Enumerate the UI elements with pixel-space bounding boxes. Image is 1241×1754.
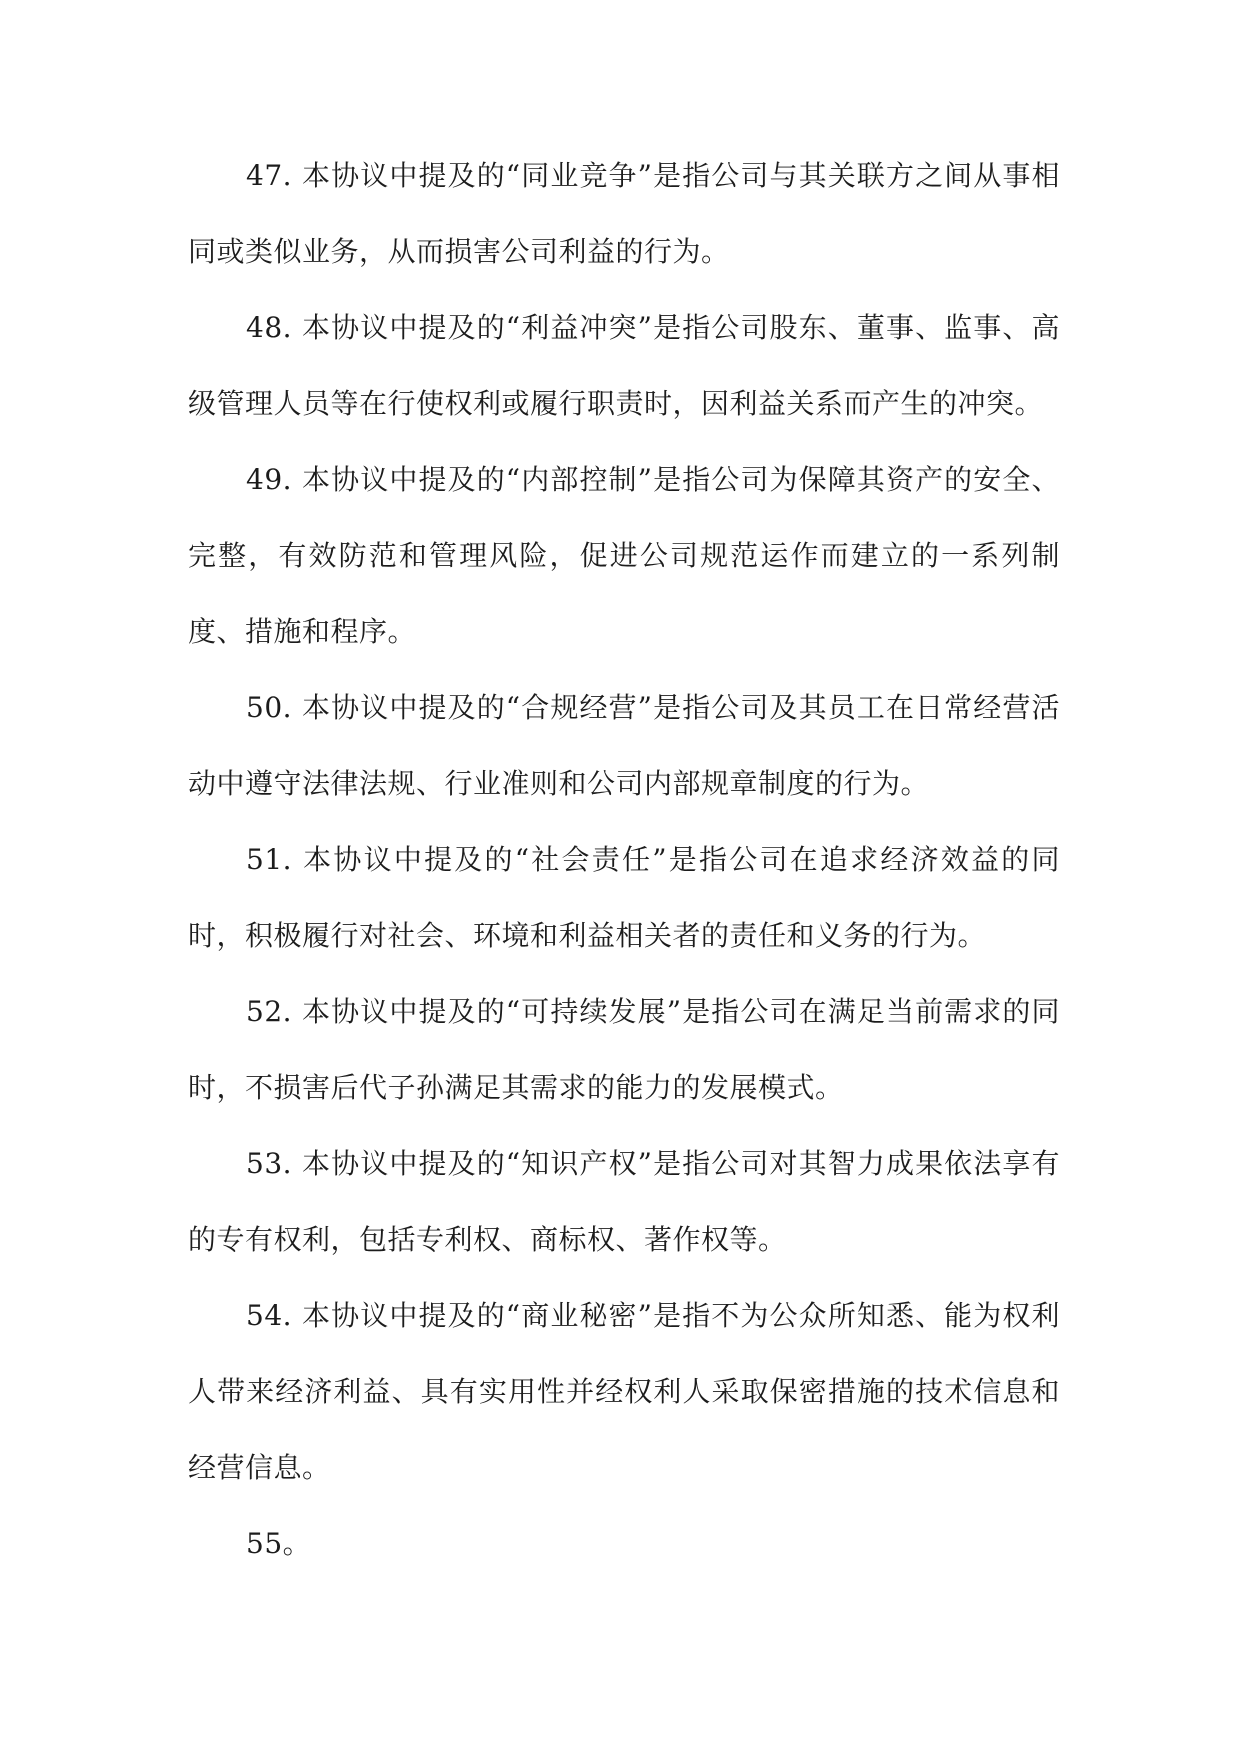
document-body [188, 138, 1060, 1582]
clause-50: 50. 本协议中提及的“合规经营”是指公司及其员工在日常经营活动中遵守法律法规、行业准则和公司内部规章制度的行为。 [188, 691, 1060, 800]
clause-51: 51. 本协议中提及的“社会责任”是指公司在追求经济效益的同时，积极履行对社会、环境和利益相关者的责任和义务的行为。 [188, 843, 1060, 952]
clause-52: 52. 本协议中提及的“可持续发展”是指公司在满足当前需求的同时，不损害后代子孙满足其需求的能力的发展模式。 [188, 995, 1060, 1104]
clause-49: 49. 本协议中提及的“内部控制”是指公司为保障其资产的安全、完整，有效防范和管理风险，促进公司规范运作而建立的一系列制度、措施和程序。 [188, 463, 1060, 648]
clause-48: 48. 本协议中提及的“利益冲突”是指公司股东、董事、监事、高级管理人员等在行使权利或履行职责时，因利益关系而产生的冲突。 [188, 311, 1060, 420]
clause-47: 47. 本协议中提及的“同业竞争”是指公司与其关联方之间从事相同或类似业务，从而损害公司利益的行为。 [188, 159, 1060, 268]
clause-54: 54. 本协议中提及的“商业秘密”是指不为公众所知悉、能为权利人带来经济利益、具有实用性并经权利人采取保密措施的技术信息和经营信息。 [188, 1299, 1060, 1484]
clause-53: 53. 本协议中提及的“知识产权”是指公司对其智力成果依法享有的专有权利，包括专利权、商标权、著作权等。 [188, 1147, 1060, 1256]
clause-55: 55。 [246, 1527, 312, 1560]
